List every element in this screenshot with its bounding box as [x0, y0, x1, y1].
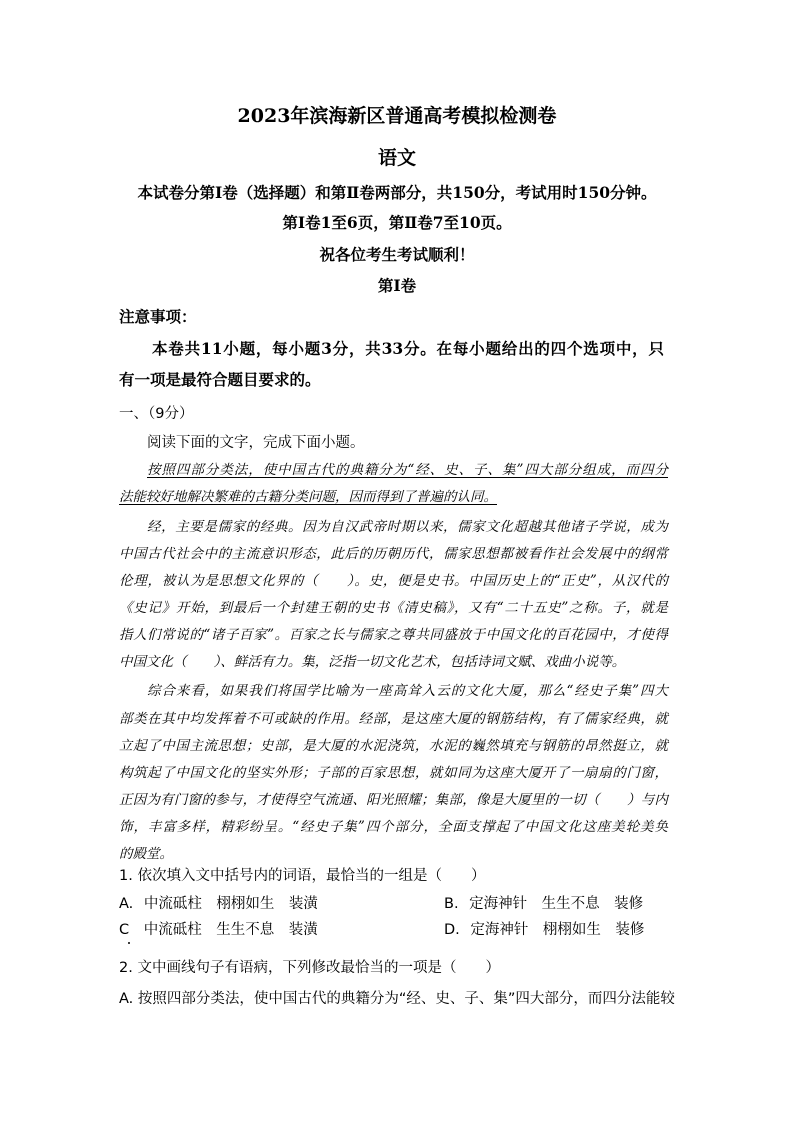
passage-paragraph-line: 伦理，被认为是思想文化界的（ ）。史，便是史书。中国历史上的“正史”，从汉代的	[119, 573, 668, 589]
passage-paragraph-line: 经，主要是儒家的经典。因为自汉武帝时期以来，儒家文化超越其他诸子学说，成为	[147, 519, 668, 535]
passage-paragraph-line: 中国文化（ ）、鲜活有力。集，泛指一切文化艺术，包括诗词文赋、戏曲小说等。	[119, 654, 626, 670]
notice-line-1: 本卷共11小题，每小题3分，共33分。在每小题给出的四个选项中，只	[152, 339, 664, 358]
passage-paragraph-line: 立起了中国主流思想；史部，是大厦的水泥浇筑，水泥的巍然填充与钢筋的昂然挺立，就	[119, 738, 668, 754]
volume-heading: 第Ⅰ卷	[377, 276, 417, 295]
question-2-stem: 2. 文中画线句子有语病，下列修改最恰当的一项是（ ）	[119, 960, 500, 976]
passage-paragraph-line: 部类在其中均发挥着不可或缺的作用。经部，是这座大厦的钢筋结构，有了儒家经典，就	[119, 711, 668, 727]
passage-paragraph-line: 中国古代社会中的主流意识形态，此后的历朝历代，儒家思想都被看作社会发展中的纲常	[119, 546, 668, 562]
question-1-stem: 1. 依次填入文中括号内的词语，最恰当的一组是（ ）	[119, 868, 486, 884]
option-label: A.	[119, 896, 134, 912]
reading-instruction: 阅读下面的文字，完成下面小题。	[147, 435, 365, 451]
passage-paragraph-line: 构筑起了中国文化的坚实外形；子部的百家思想，就如同为这座大厦开了一扇扇的门窗，	[119, 765, 668, 781]
passage-paragraph-line: 《史记》开始，到最后一个封建王朝的史书《清史稿》，又有“二十五史”之称。子，就是	[119, 600, 668, 616]
passage-paragraph-line: 饰，丰富多样，精彩纷呈。“经史子集”四个部分，全面支撑起了中国文化这座美轮美奂	[119, 819, 668, 835]
option-label: B.	[444, 896, 459, 912]
question-1-option-a[interactable]	[119, 892, 318, 913]
exam-info-line-2: 第Ⅰ卷1至6页，第Ⅱ卷7至10页。	[282, 213, 512, 232]
question-2-option-a[interactable]: A. 按照四部分类法，使中国古代的典籍分为“经、史、子、集”四大部分，而四分法能较	[119, 991, 675, 1007]
passage-paragraph-line: 的殿堂。	[119, 846, 173, 862]
passage-paragraph-line: 综合来看，如果我们将国学比喻为一座高耸入云的文化大厦，那么“经史子集”四大	[147, 683, 668, 699]
option-label: D.	[444, 922, 460, 938]
underlined-sentence-line-2: 法能较好地解决繁难的古籍分类问题，因而得到了普遍的认同。	[119, 489, 497, 505]
exam-info-line-1: 本试卷分第Ⅰ卷（选择题）和第Ⅱ卷两部分，共150分，考试用时150分钟。	[137, 183, 657, 202]
underlined-sentence-line-1: 按照四部分类法，使中国古代的典籍分为“经、史、子、集”四大部分组成，而四分	[147, 462, 668, 478]
section-heading: 一、（9分）	[119, 406, 194, 422]
notice-heading: 注意事项：	[119, 307, 197, 326]
option-text: 中流砥柱 生生不息 装潢	[143, 922, 318, 938]
option-label: C	[119, 922, 130, 938]
notice-line-2: 有一项是最符合题目要求的。	[119, 370, 321, 389]
question-1-option-d[interactable]	[444, 918, 644, 939]
exam-title: 2023年滨海新区普通高考模拟检测卷	[237, 105, 557, 127]
question-1-option-c[interactable]	[119, 918, 318, 939]
option-text: 定海神针 栩栩如生 装修	[470, 922, 645, 938]
subject-title: 语文	[377, 147, 416, 169]
option-text: 中流砥柱 栩栩如生 装潢	[143, 896, 318, 912]
question-1-option-b[interactable]	[444, 892, 643, 913]
good-luck-line: 祝各位考生考试顺利！	[319, 245, 475, 264]
stray-dot-mark	[128, 942, 130, 944]
option-text: 定海神针 生生不息 装修	[469, 896, 644, 912]
passage-paragraph-line: 指人们常说的“诸子百家”。百家之长与儒家之尊共同盛放于中国文化的百花园中，才使得	[119, 627, 668, 643]
passage-paragraph-line: 正因为有门窗的参与，才使得空气流通、阳光照耀；集部，像是大厦里的一切（ ）与内	[119, 792, 668, 808]
